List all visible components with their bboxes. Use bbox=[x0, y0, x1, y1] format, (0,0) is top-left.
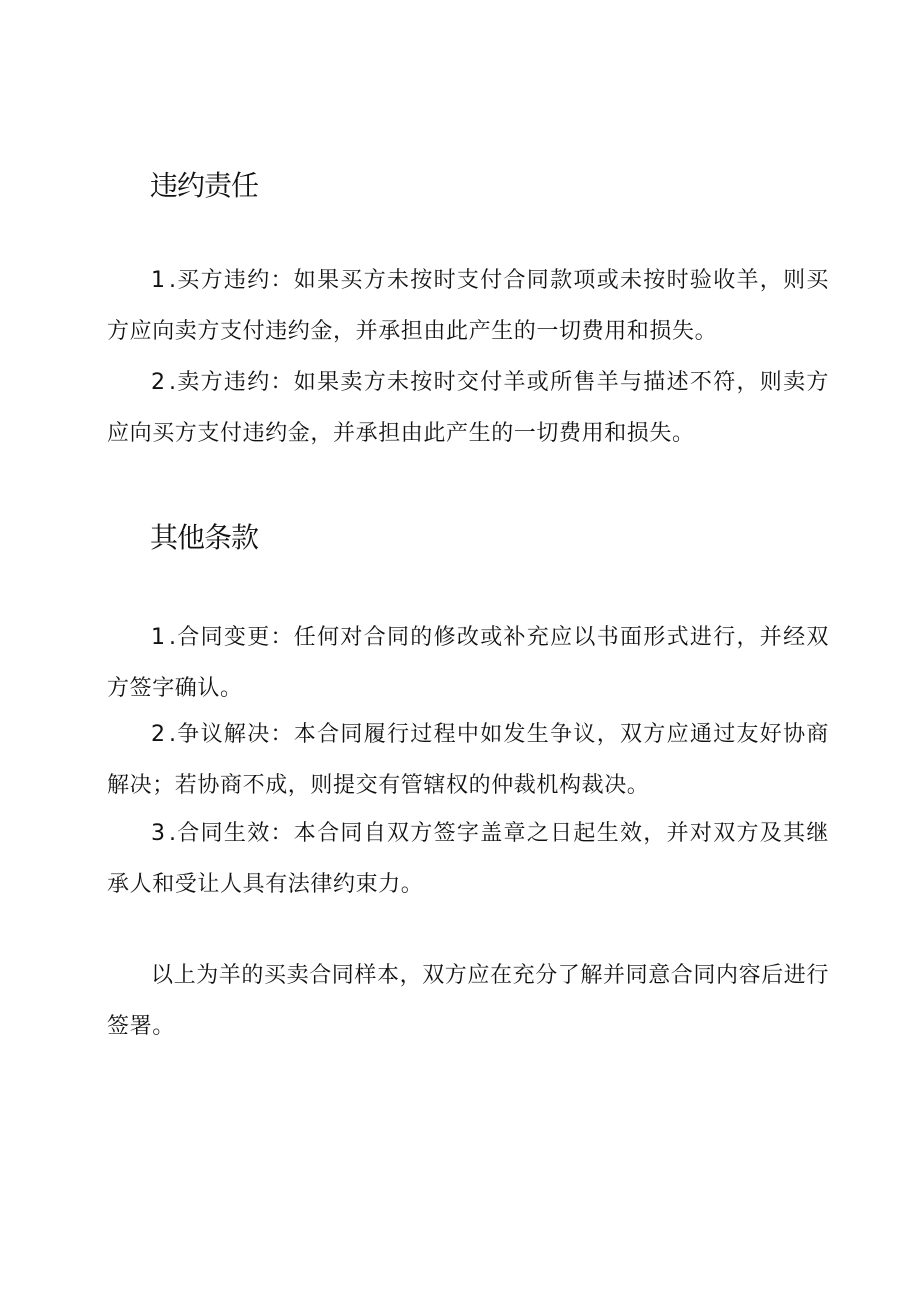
section-heading-other-terms: 其他条款 bbox=[150, 521, 259, 554]
clause-text: .买方违约：如果买方未按时支付合同款项或未按时验收羊，则买方应向卖方支付违约金，并承担由此产生的一切费用和损失。 bbox=[107, 268, 829, 344]
clause-dispute-resolution bbox=[107, 709, 829, 811]
clause-buyer-breach bbox=[107, 255, 829, 357]
clause-text: .合同生效：本合同自双方签字盖章之日起生效，并对双方及其继承人和受让人具有法律约束力。 bbox=[107, 821, 829, 897]
clause-text: .合同变更：任何对合同的修改或补充应以书面形式进行，并经双方签字确认。 bbox=[107, 625, 829, 701]
clause-number: 2 bbox=[151, 722, 169, 747]
section-heading-breach-liability: 违约责任 bbox=[150, 169, 259, 202]
clause-text: .争议解决：本合同履行过程中如发生争议，双方应通过友好协商解决；若协商不成，则提交有管辖权的仲裁机构裁决。 bbox=[107, 722, 829, 798]
clause-number: 1 bbox=[151, 625, 169, 650]
clause-contract-amendment bbox=[107, 612, 829, 714]
clause-text: .卖方违约：如果卖方未按时交付羊或所售羊与描述不符，则卖方应向买方支付违约金，并承担由此产生的一切费用和损失。 bbox=[107, 370, 829, 446]
clause-number: 1 bbox=[151, 268, 169, 293]
closing-statement: 以上为羊的买卖合同样本，双方应在充分了解并同意合同内容后进行签署。 bbox=[107, 963, 830, 1039]
clause-number: 3 bbox=[151, 821, 169, 846]
clause-seller-breach bbox=[107, 357, 829, 459]
clause-contract-effectiveness bbox=[107, 808, 829, 910]
clause-number: 2 bbox=[151, 370, 169, 395]
